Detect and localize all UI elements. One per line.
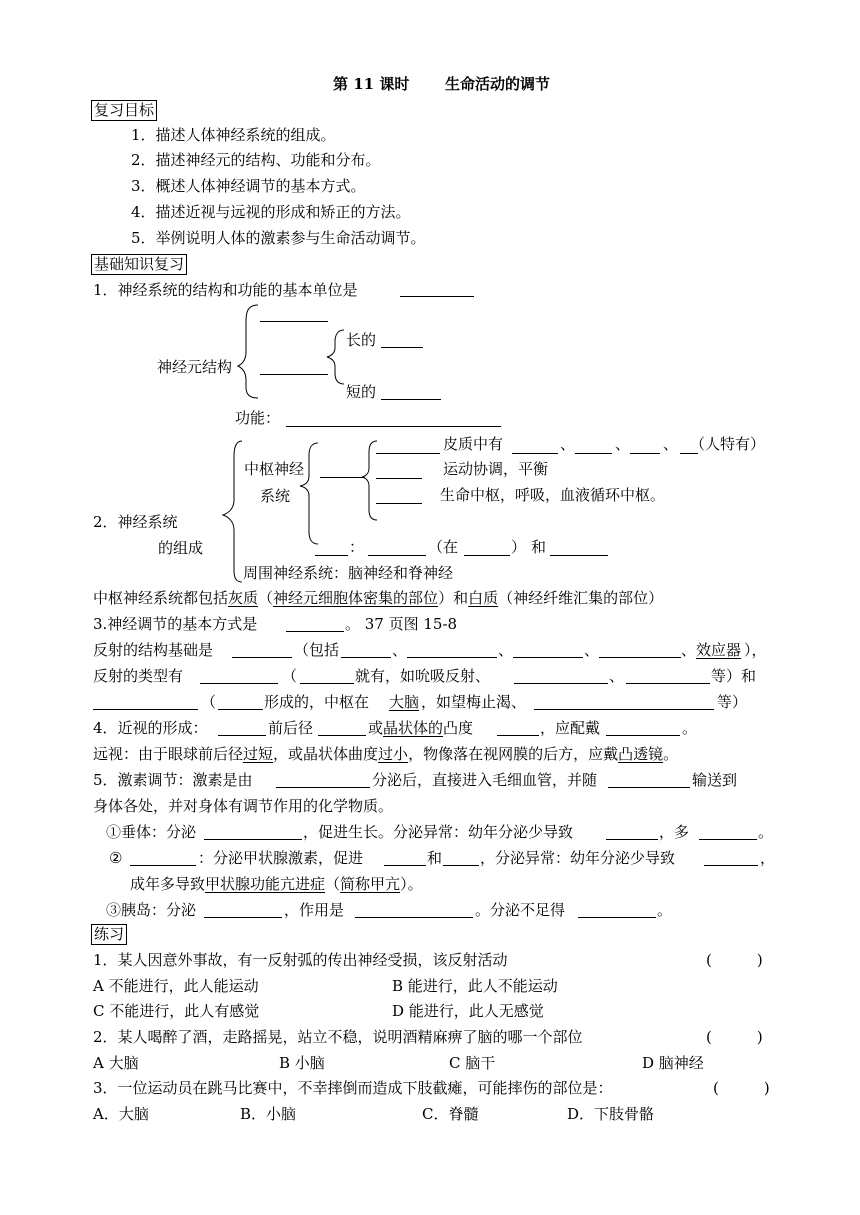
goal-item: 3．概述人体神经调节的基本方式。 xyxy=(131,177,366,195)
blank-line[interactable] xyxy=(464,555,510,556)
blank-line[interactable] xyxy=(534,709,714,710)
blank-line[interactable] xyxy=(376,503,422,504)
function-label: 功能： xyxy=(235,409,281,427)
short-process-label: 短的 xyxy=(346,383,377,401)
separator: 、 xyxy=(560,435,576,453)
pituitary-text-2: ，促进生长。分泌异常：幼年分泌少导致 xyxy=(303,823,574,841)
blank-line[interactable] xyxy=(355,917,473,918)
blank-line[interactable] xyxy=(93,709,198,710)
option-d[interactable]: D 能进行，此人无感觉 xyxy=(392,1002,544,1020)
hormone-text-2: 分泌后，直接进入毛细血管，并随 xyxy=(372,771,598,789)
separator: 、 xyxy=(615,435,631,453)
separator: 、 xyxy=(498,641,514,659)
paren-close: ） xyxy=(511,538,527,556)
peripheral-nervous-text: 周围神经系统：脑神经和脊神经 xyxy=(243,564,454,582)
q1-text: 1．神经系统的结构和功能的基本单位是 xyxy=(93,281,358,299)
practice-heading: 练习 xyxy=(91,924,127,945)
separator: 、 xyxy=(681,641,697,659)
and-text: 和 xyxy=(427,849,443,867)
goals-heading: 复习目标 xyxy=(91,100,157,121)
long-process-label: 长的 xyxy=(346,331,377,349)
blank-line[interactable] xyxy=(320,477,365,478)
human-only-note: （人特有） xyxy=(690,435,766,453)
blank-line[interactable] xyxy=(218,735,266,736)
period: 。 xyxy=(758,823,774,841)
brainstem-text: 生命中枢，呼吸，血液循环中枢。 xyxy=(440,486,666,504)
q3-ref: 。 37 页图 15-8 xyxy=(345,615,458,633)
blank-line[interactable] xyxy=(630,453,660,454)
blank-line[interactable] xyxy=(368,555,426,556)
option-d[interactable]: D．下肢骨骼 xyxy=(567,1105,655,1123)
transport-text: 输送到 xyxy=(692,771,738,789)
hormone-definition: 身体各处，并对身体有调节作用的化学物质。 xyxy=(93,797,394,815)
paren-close: ）， xyxy=(744,641,767,659)
blank-line[interactable] xyxy=(381,347,423,348)
central-nervous-label-2: 系统 xyxy=(260,487,291,505)
blank-line[interactable] xyxy=(318,735,366,736)
islet-text-3: 。分泌不足得 xyxy=(475,901,566,919)
thyroid-text-2: ，分泌异常：幼年分泌少导致 xyxy=(480,849,676,867)
axial-length-text: 前后径 xyxy=(268,719,314,737)
hyperthyroid-line: 成年多导致甲状腺功能亢进症（简称甲亢）。 xyxy=(130,875,423,893)
example-text: ，如望梅止渴、 xyxy=(421,693,527,711)
blank-line[interactable] xyxy=(699,839,757,840)
and-text: 和 xyxy=(531,538,547,556)
blank-line[interactable] xyxy=(260,374,328,375)
blank-line[interactable] xyxy=(341,657,391,658)
blank-line[interactable] xyxy=(204,839,302,840)
option-c[interactable]: C 不能进行，此人有感觉 xyxy=(93,1002,260,1020)
blank-line[interactable] xyxy=(286,426,501,427)
blank-line[interactable] xyxy=(606,735,680,736)
blank-line[interactable] xyxy=(232,657,292,658)
separator: 、 xyxy=(609,667,625,685)
blank-line[interactable] xyxy=(704,865,758,866)
blank-line[interactable] xyxy=(443,865,479,866)
blank-line[interactable] xyxy=(300,683,354,684)
option-c[interactable]: C 脑干 xyxy=(449,1054,496,1072)
paren-open: （ xyxy=(201,693,217,711)
cerebrum-term: 大脑 xyxy=(389,693,420,711)
blank-line[interactable] xyxy=(550,555,608,556)
blank-line[interactable] xyxy=(400,296,474,297)
option-a[interactable]: A 不能进行，此人能运动 xyxy=(93,977,259,995)
option-b[interactable]: B．小脑 xyxy=(240,1105,297,1123)
hormone-text: 5．激素调节：激素是由 xyxy=(93,771,253,789)
blank-line[interactable] xyxy=(606,839,658,840)
reflex-types-text: 反射的类型有 xyxy=(93,667,184,685)
blank-line[interactable] xyxy=(626,683,710,684)
blank-line[interactable] xyxy=(315,555,348,556)
central-nervous-label: 中枢神经 xyxy=(244,460,305,478)
blank-line[interactable] xyxy=(130,865,196,866)
brace xyxy=(223,441,242,582)
blank-line[interactable] xyxy=(381,399,441,400)
myopia-text: 4．近视的形成： xyxy=(93,719,208,737)
period: 。 xyxy=(657,901,673,919)
option-d[interactable]: D 脑神经 xyxy=(642,1054,704,1072)
blank-line[interactable] xyxy=(514,683,608,684)
hyperopia-line: 远视：由于眼球前后径过短，或晶状体曲度过小，物像落在视网膜的后方，应戴凸透镜。 xyxy=(93,745,679,763)
or-text: 或晶状体的凸度 xyxy=(368,719,474,737)
option-a[interactable]: A 大脑 xyxy=(93,1054,139,1072)
option-b[interactable]: B 能进行，此人不能运动 xyxy=(392,977,558,995)
pituitary-text: ①垂体：分泌 xyxy=(106,823,197,841)
blank-line[interactable] xyxy=(260,321,328,322)
cerebellum-text: 运动协调，平衡 xyxy=(443,460,549,478)
hyperthyroidism-term: 甲状腺功能亢进症 xyxy=(205,875,326,893)
brace xyxy=(327,330,344,384)
spinal-at-text: （在 xyxy=(428,538,459,556)
answer-paren[interactable]: ( ) xyxy=(706,1028,763,1046)
neuron-structure-label: 神经元结构 xyxy=(157,358,233,376)
too-short-term: 过短 xyxy=(243,745,274,763)
colon: ： xyxy=(349,538,365,556)
blank-line[interactable] xyxy=(276,787,370,788)
goal-item: 1．描述人体神经系统的组成。 xyxy=(131,126,336,144)
convex-lens-term: 凸透镜 xyxy=(618,745,664,763)
separator: 、 xyxy=(663,435,679,453)
blank-line[interactable] xyxy=(578,917,656,918)
blank-line[interactable] xyxy=(497,735,539,736)
blank-line[interactable] xyxy=(513,657,583,658)
blank-line[interactable] xyxy=(599,657,681,658)
etc-and-text: 等）和 xyxy=(711,667,757,685)
blank-line[interactable] xyxy=(376,478,422,479)
basics-heading: 基础知识复习 xyxy=(91,254,187,275)
blank-line[interactable] xyxy=(575,453,612,454)
answer-paren[interactable]: ( ) xyxy=(713,1079,770,1097)
goal-item: 5．举例说明人体的激素参与生命活动调节。 xyxy=(131,229,426,247)
goal-item: 4．描述近视与远视的形成和矫正的方法。 xyxy=(131,203,411,221)
practice-q3-stem: 3．一位运动员在跳马比赛中，不幸摔倒而造成下肢截瘫，可能摔伤的部位是： xyxy=(93,1079,613,1097)
islet-text-2: ，作用是 xyxy=(284,901,345,919)
wear-text: ，应配戴 xyxy=(540,719,601,737)
separator: 、 xyxy=(584,641,600,659)
islet-text: ③胰岛：分泌 xyxy=(106,901,197,919)
blank-line[interactable] xyxy=(200,683,278,684)
q2-label: 2．神经系统 xyxy=(93,513,178,531)
blank-line[interactable] xyxy=(512,453,558,454)
lens-term: 晶状体的 xyxy=(383,719,444,737)
brace xyxy=(238,305,258,398)
goal-item: 2．描述神经元的结构、功能和分布。 xyxy=(131,151,381,169)
central-matter-line: 中枢神经系统都包括灰质（神经元细胞体密集的部位）和白质（神经纤维汇集的部位） xyxy=(93,589,664,607)
blank-line[interactable] xyxy=(376,453,440,454)
practice-q1-stem: 1．某人因意外事故，有一反射弧的传出神经受损，该反射活动 xyxy=(93,951,508,969)
page-title: 生命活动的调节 xyxy=(445,75,551,93)
innate-text: 就有，如吮吸反射、 xyxy=(355,667,491,685)
includes-text: （包括 xyxy=(294,641,340,659)
blank-line[interactable] xyxy=(608,787,690,788)
lesson-number: 第 11 课时 xyxy=(333,75,410,93)
practice-q2-stem: 2．某人喝醉了酒，走路摇晃，站立不稳，说明酒精麻痹了脑的哪一个部位 xyxy=(93,1028,583,1046)
gray-matter-note: 神经元细胞体密集的部位 xyxy=(273,589,439,607)
option-c[interactable]: C．脊髓 xyxy=(422,1105,479,1123)
cortex-text: 皮质中有 xyxy=(443,435,504,453)
effector-term: 效应器 xyxy=(696,641,742,659)
blank-line[interactable] xyxy=(204,917,282,918)
thyroid-text: ：分泌甲状腺激素，促进 xyxy=(198,849,364,867)
blank-line[interactable] xyxy=(407,657,497,658)
reflex-arc-text: 反射的结构基础是 xyxy=(93,641,214,659)
circled-2: ② xyxy=(109,849,123,867)
separator: 、 xyxy=(392,641,408,659)
period: 。 xyxy=(682,719,698,737)
q2-label-2: 的组成 xyxy=(158,539,204,557)
blank-line[interactable] xyxy=(286,631,344,632)
brace xyxy=(362,441,377,520)
blank-line[interactable] xyxy=(218,709,263,710)
blank-line[interactable] xyxy=(384,865,426,866)
etc-close-text: 等） xyxy=(717,693,748,711)
paren-open: （ xyxy=(282,667,298,685)
short-name-term: 简称甲亢 xyxy=(340,875,401,893)
comma: ， xyxy=(760,849,776,867)
answer-paren[interactable]: ( ) xyxy=(706,951,763,969)
excess-text: ，多 xyxy=(659,823,690,841)
option-b[interactable]: B 小脑 xyxy=(279,1054,325,1072)
option-a[interactable]: A．大脑 xyxy=(93,1105,149,1123)
gray-matter-term: 灰质 xyxy=(228,589,259,607)
too-small-term: 过小 xyxy=(378,745,409,763)
acquired-text: 形成的，中枢在 xyxy=(264,693,370,711)
q3-text: 3.神经调节的基本方式是 xyxy=(93,615,258,633)
white-matter-term: 白质 xyxy=(468,589,499,607)
